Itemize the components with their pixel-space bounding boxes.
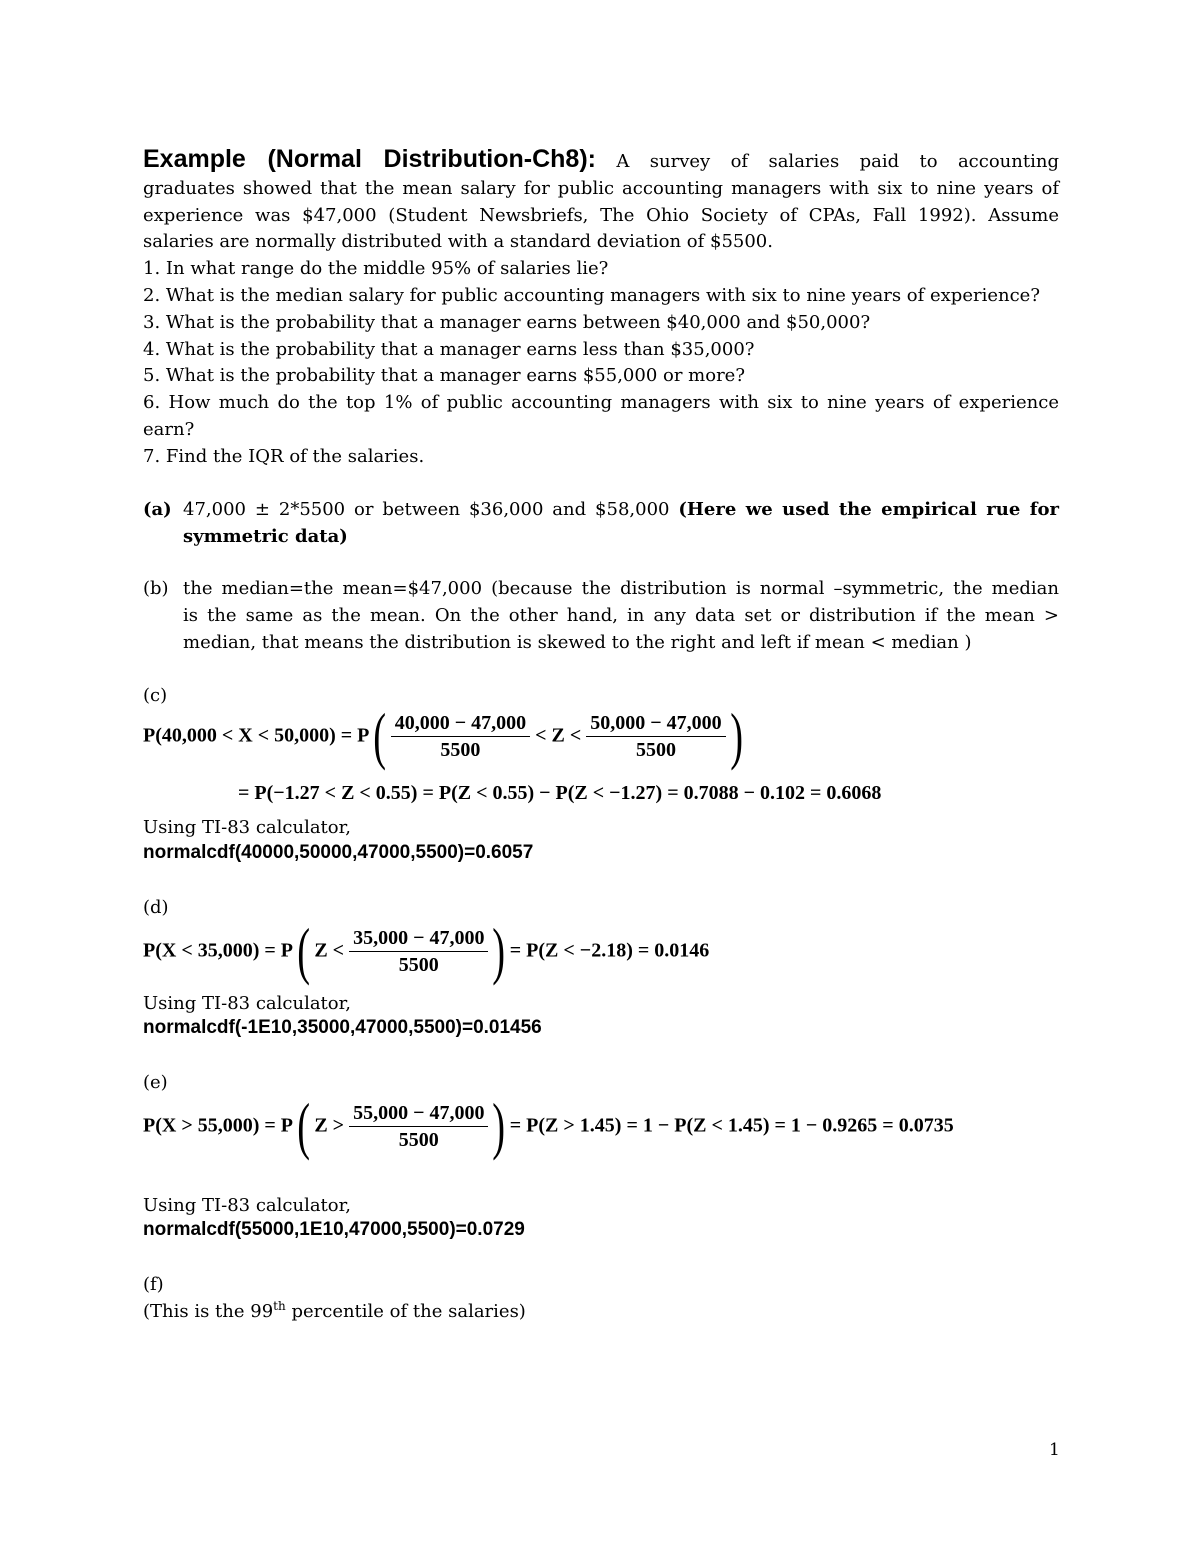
answer-c-fraction-1: $\frac{40,000 - 47,000}{5500}$ xyxy=(391,710,530,763)
answer-d-equation: P(X < 35,000) = P( Z < $\frac{35,000 - 47,000}{5500}$ ) = P(Z < −2.18) = 0.0146 xyxy=(143,915,710,986)
answer-d-label: (d) xyxy=(143,897,169,918)
question-6: 6. How much do the top 1% of public accounting managers with six to nine years of experience xyxy=(143,392,1059,414)
example-title: Example (Normal Distribution-Ch8): xyxy=(143,145,596,173)
answer-e-fraction: $\frac{55,000 - 47,000}{5500}$ xyxy=(349,1100,488,1153)
answer-c-calc-label: Using TI-83 calculator, xyxy=(143,817,351,838)
question-2: 2. What is the median salary for public accounting managers with six to nine years of experience? xyxy=(143,284,1040,306)
answer-d-fraction: $\frac{35,000 - 47,000}{5500}$ xyxy=(349,925,488,978)
answer-c-equation-1: P(40,000 < X < 50,000) = P( $\frac{40,000 - 47,000}{5500}$ < Z < $\frac{50,000 - 47,000}{5500}$ ) xyxy=(143,700,743,771)
intro-line-2: graduates showed that the mean salary for public accounting managers with six to nine years of xyxy=(143,177,1059,199)
question-1: 1. In what range do the middle 95% of salaries lie? xyxy=(143,258,609,280)
question-7: 7. Find the IQR of the salaries. xyxy=(143,445,425,467)
answer-a xyxy=(143,497,1059,551)
answer-b-line-1: the median=the mean=$47,000 (because the distribution is normal –symmetric, the median xyxy=(183,578,1059,599)
intro-line-4: salaries are normally distributed with a standard deviation of $5500. xyxy=(143,231,773,253)
question-6-cont: earn? xyxy=(143,418,195,440)
question-3: 3. What is the probability that a manager earns between $40,000 and $50,000? xyxy=(143,311,871,333)
answer-a-text: 47,000 ± 2*5500 or between $36,000 and $58,000 xyxy=(183,499,670,520)
answer-c-equation-2: = P(−1.27 < Z < 0.55) = P(Z < 0.55) − P(Z < −1.27) = 0.7088 − 0.102 = 0.6068 xyxy=(238,782,882,804)
answer-a-label: (a) xyxy=(143,499,172,520)
page-number: 1 xyxy=(1049,1440,1060,1460)
answer-b xyxy=(143,576,1059,656)
answer-e-calc-label: Using TI-83 calculator, xyxy=(143,1195,351,1216)
answer-a-note-cont: symmetric data) xyxy=(183,525,348,547)
answer-c-fraction-2: $\frac{50,000 - 47,000}{5500}$ xyxy=(586,710,725,763)
answer-b-line-3: median, that means the distribution is skewed to the right and left if mean < median ) xyxy=(183,631,972,653)
answer-f-text: (This is the 99th percentile of the salaries) xyxy=(143,1299,526,1322)
answer-f-label: (f) xyxy=(143,1274,164,1295)
answer-d-calc: normalcdf(-1E10,35000,47000,5500)=0.01456 xyxy=(143,1017,542,1038)
answer-a-note: (Here we used the empirical rue for xyxy=(678,499,1060,520)
answer-c-calc: normalcdf(40000,50000,47000,5500)=0.6057 xyxy=(143,842,534,863)
intro-line-3: experience was $47,000 (Student Newsbriefs, The Ohio Society of CPAs, Fall 1992). Assume xyxy=(143,204,1059,226)
answer-e-equation: P(X > 55,000) = P( Z > $\frac{55,000 - 47,000}{5500}$ ) = P(Z > 1.45) = 1 − P(Z < 1.45) = 1 − 0.9265 = 0.0735 xyxy=(143,1090,954,1161)
answer-c-lhs: P(40,000 < X < 50,000) = P xyxy=(143,724,370,747)
question-5: 5. What is the probability that a manager earns $55,000 or more? xyxy=(143,365,745,387)
answer-d-calc-label: Using TI-83 calculator, xyxy=(143,993,351,1014)
answer-e-label: (e) xyxy=(143,1072,168,1093)
answer-b-line-2: is the same as the mean. On the other hand, in any data set or distribution if the mean > xyxy=(183,604,1059,626)
answer-e-calc: normalcdf(55000,1E10,47000,5500)=0.0729 xyxy=(143,1219,525,1240)
answer-c-label: (c) xyxy=(143,685,168,706)
problem-statement xyxy=(143,146,1059,471)
question-4: 4. What is the probability that a manager earns less than $35,000? xyxy=(143,338,755,360)
answer-b-label: (b) xyxy=(143,578,169,599)
intro-line-1: Example (Normal Distribution-Ch8): A survey of salaries paid to accounting xyxy=(143,145,1059,173)
